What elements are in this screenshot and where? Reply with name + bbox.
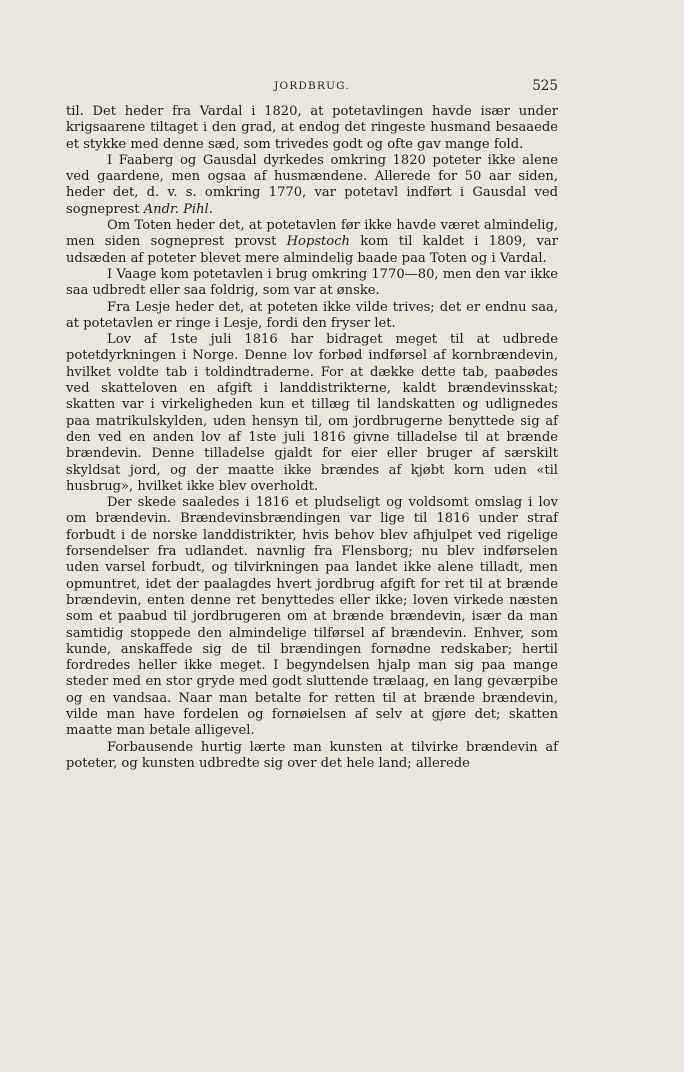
- text-segment: I Vaage kom potetavlen i brug omkring 1770—80, men den var ikke saa udbredt eller saa foldrig, som var at ønske.: [66, 266, 558, 299]
- text-segment: Forbausende hurtig lærte man kunsten at tilvirke brændevin af poteter, og kunsten udbredte sig over det hele land; allerede: [66, 739, 558, 771]
- text-segment: til. Det heder fra Vardal i 1820, at potetavlingen havde især under krigsaarene tiltaget i den grad, at endog det ringeste husmand besaaede et stykke med denne sæd, som trivedes godt og ofte gav mange fold.: [66, 104, 558, 152]
- paragraph: [66, 267, 558, 300]
- text-segment: Fra Lesje heder det, at poteten ikke vilde trives; det er endnu saa, at potetavlen er ringe i Lesje, fordi den fryser let.: [66, 299, 558, 331]
- body-text: [66, 104, 558, 772]
- paragraph: [66, 495, 558, 739]
- text-segment: Lov af 1ste juli 1816 har bidraget meget til at udbrede potetdyrkningen i Norge. Denne lov forbød indførsel af kornbrændevin, hvilket voldte tab i toldindtraderne. For at dække dette tab, paabødes ved skatteloven en afgift i landdistrikterne, kaldt brændevinsskat; skatten var i virkeligheden kun et tillæg til landskatten og udlignedes paa matrikulskylden, uden hensyn til, om jordbrugerne benyttede sig af den ved en anden lov af 1ste juli 1816 givne tilladelse til at brænde brændevin. Denne tilladelse gjaldt for eier eller bruger af særskilt skyldsat jord, og der maatte ikke brændes af kjøbt korn uden «til husbrug», hvilket ikke blev overholdt.: [66, 332, 558, 494]
- italic-name: Hopstoch: [286, 234, 350, 250]
- text-segment: Der skede saaledes i 1816 et pludseligt og voldsomt omslag i lov om brændevin. Brændevinsbrændingen var lige til 1816 under straf forbudt i de norske landdistrikter, hvis behov blev afhjulpet ved rigelige forsendelser fra udlandet. navnlig fra Flensborg; nu blev indførselen uden varsel forbudt, og tilvirkningen paa landet ikke alene tilladt, men opmuntret, idet der paalagdes hvert jordbrug afgift for ret til at brænde brændevin, enten denne ret benyttedes eller ikke; loven virkede næsten som et paabud til jordbrugeren om at brænde brændevin, især da man samtidig stoppede den almindelige tilførsel af brændevin. Enhver, som kunde, anskaffede sig de til brændingen fornødne redskaber; hertil fordredes heller ikke meget. I begyndelsen hjalp man sig paa mange steder med en stor gryde med godt sluttende trælaag, en lang geværpibe og en vandsaa. Naar man betalte for retten til at brænde brændevin, vilde man have fordelen og fornøielsen af selv at gjøre det; skatten maatte man betale alligevel.: [66, 495, 558, 739]
- text-segment: Om Toten heder det, at potetavlen før ikke havde været almindelig, men siden sogneprest provst: [66, 218, 558, 250]
- paragraph: [66, 740, 558, 773]
- page-header: [66, 78, 558, 96]
- text-segment: I Faaberg og Gausdal dyrkedes omkring 1820 poteter ikke alene ved gaardene, men ogsaa af husmændene. Allerede for 50 aar siden, heder det, d. v. s. omkring 1770, var potetavl indført i Gausdal ved sogneprest: [66, 152, 558, 217]
- page-number: 525: [532, 78, 558, 94]
- paragraph: [66, 300, 558, 333]
- paragraph: [66, 104, 558, 153]
- paragraph: [66, 332, 558, 495]
- paragraph: [66, 218, 558, 267]
- italic-name: Andr. Pihl.: [143, 201, 213, 217]
- paragraph: [66, 153, 558, 218]
- running-title: JORDBRUG.: [274, 80, 350, 92]
- text-segment: kom til kaldet i 1809, var udsæden af poteter blevet mere almindelig baade paa Toten og i Vardal.: [66, 234, 558, 266]
